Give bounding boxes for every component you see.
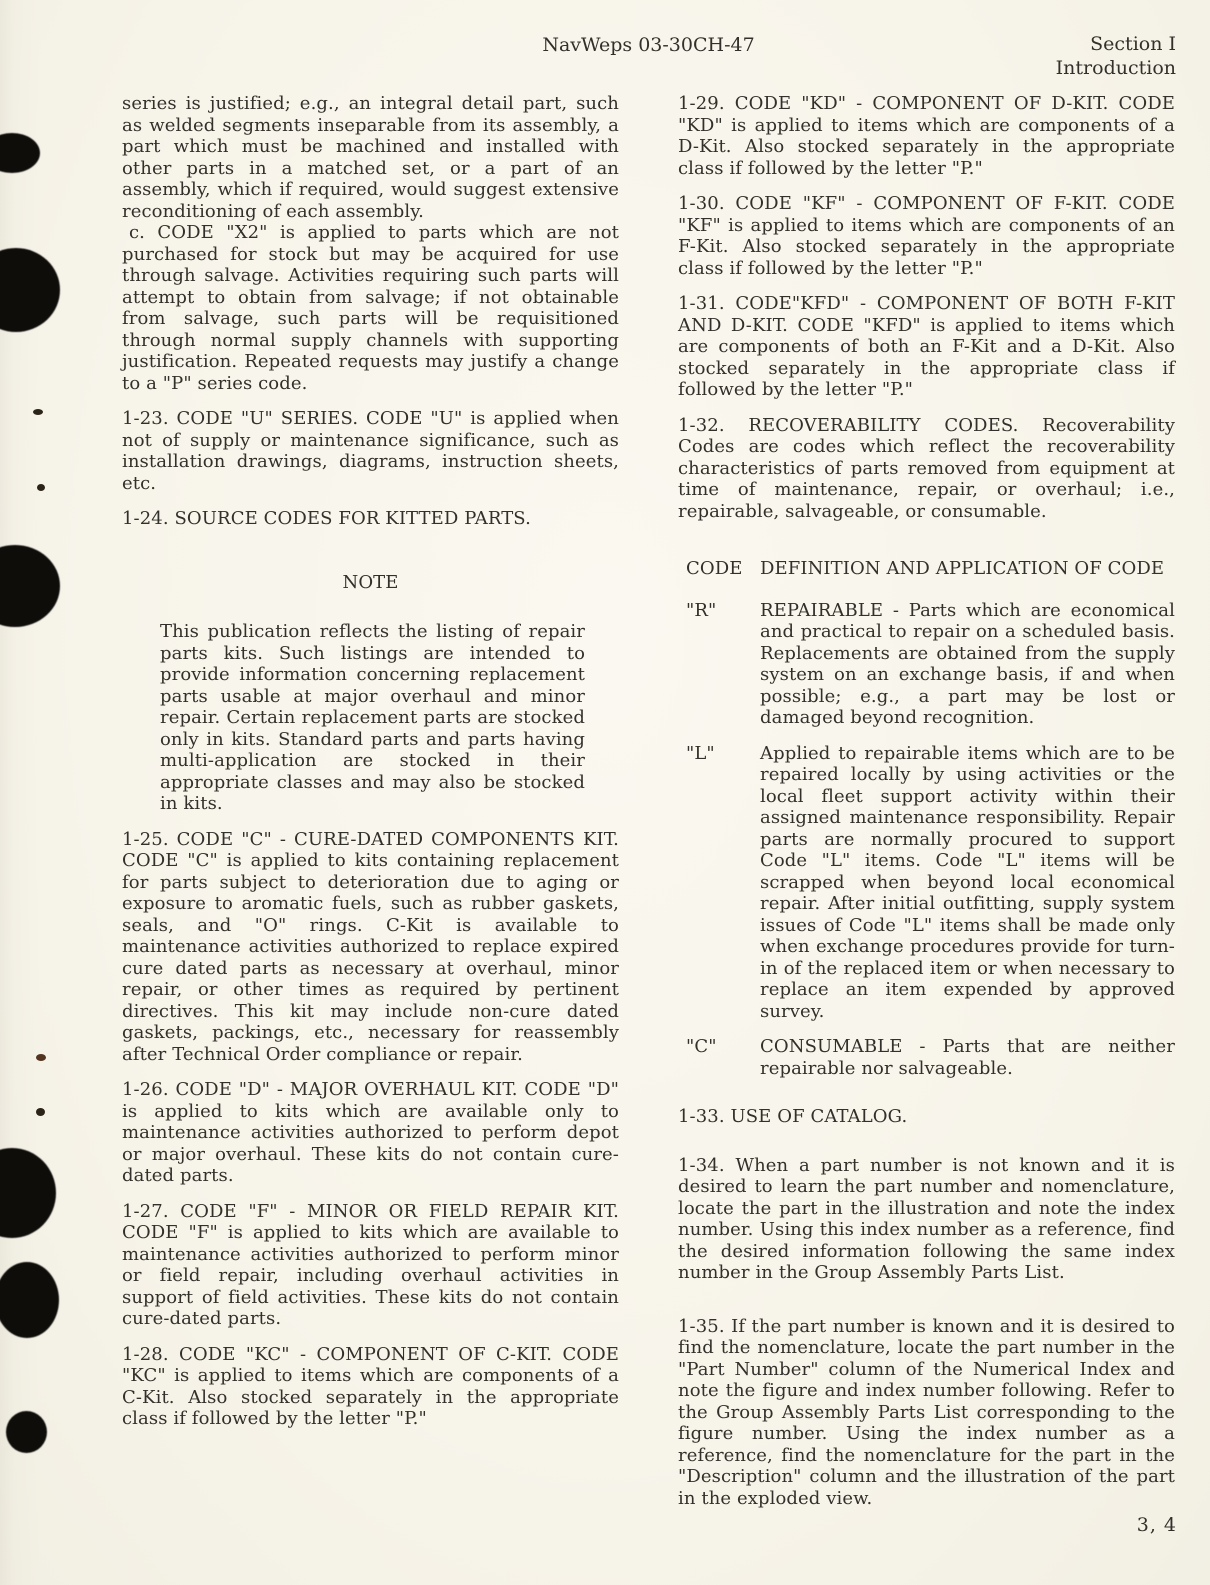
note-body: This publication reflects the listing of repair parts kits. Such listings are intended to provide information concerning replacement parts usable at major overhaul and minor repair. Certain replacement parts are stocked only in kits. Standard parts and parts having multi-application are stocked in their appropriate classes and may also be stocked in kits. — [160, 621, 585, 814]
section-header — [1056, 32, 1176, 80]
code-label: "L" — [686, 742, 715, 764]
heading-1-33: 1-33. USE OF CATALOG. — [678, 1106, 908, 1127]
heading-1-24: 1-24. SOURCE CODES FOR KITTED PARTS. — [122, 508, 531, 529]
section-subtitle: Introduction — [1055, 57, 1176, 79]
para-1-28: 1-28. CODE "KC" - COMPONENT OF C-KIT. CODE "KC" is applied to items which are components of a C-Kit. Also stocked separately in the appropriate class if followed by the letter "P." — [122, 1343, 619, 1429]
para-series-continuation: series is justified; e.g., an integral detail part, such as welded segments inseparable from its assembly, a part which must be machined and installed with other parts in a matched set, or a part of an assembly, which if required, would suggest extensive reconditioning of each assembly. — [122, 93, 619, 222]
para-1-31: 1-31. CODE"KFD" - COMPONENT OF BOTH F-KIT AND D-KIT. CODE "KFD" is applied to items which are components of both an F-Kit and a D-Kit. Also stocked separately in the appropriate class if followed by the letter "P." — [678, 293, 1175, 400]
scan-artifact-speck — [37, 484, 45, 491]
para-1-25: 1-25. CODE "C" - CURE-DATED COMPONENTS KIT. CODE "C" is applied to kits containing replacement for parts subject to deterioration due to aging or exposure to aromatic fuels, such as rubber gaskets, seals, and "O" rings. C-Kit is available to maintenance activities authorized to replace expired cure dated parts as necessary at overhaul, minor repair, or other times as required by pertinent directives. This kit may include non-cure dated gaskets, packings, etc., necessary for reassembly after Technical Order compliance or repair. — [122, 828, 619, 1065]
code-label: "R" — [686, 599, 717, 621]
code-row-r — [678, 600, 1175, 729]
para-1-27: 1-27. CODE "F" - MINOR OR FIELD REPAIR KIT. CODE "F" is applied to kits which are available to maintenance activities authorized to perform minor or field repair, including overhaul activities in support of field activities. These kits do not contain cure-dated parts. — [122, 1200, 619, 1329]
note-label: NOTE — [342, 571, 399, 593]
code-table-header — [678, 558, 1175, 580]
scan-artifact-speck — [36, 1054, 46, 1061]
para-1-35: 1-35. If the part number is known and it is desired to find the nomenclature, locate the part number in the "Part Number" column of the Numerical Index and note the figure and index number following. Refer to the Group Assembly Parts List corresponding to the figure number. Using the index number as a reference, find the nomenclature for the part in the "Description" column and the illustration of the part in the exploded view. — [678, 1315, 1175, 1509]
para-1-34: 1-34. When a part number is not known and it is desired to learn the part number and nomenclature, locate the part in the illustration and note the index number. Using this index number as a reference, find the desired information following the same index number in the Group Assembly Parts List. — [678, 1154, 1175, 1283]
para-1-29: 1-29. CODE "KD" - COMPONENT OF D-KIT. CODE "KD" is applied to items which are components of a D-Kit. Also stocked separately in the appropriate class if followed by the letter "P." — [678, 93, 1175, 179]
scan-artifact-blob — [0, 133, 40, 173]
scan-artifact-blob — [0, 1148, 56, 1238]
code-column-header: CODE — [686, 558, 743, 579]
para-1-32: 1-32. RECOVERABILITY CODES. Recoverability Codes are codes which reflect the recoverability characteristics of parts removed from equipment at time of maintenance, repair, or overhaul; i.e., repairable, salvageable, or consumable. — [678, 414, 1175, 522]
page-number: 3, 4 — [1136, 1514, 1177, 1536]
code-definition: Applied to repairable items which are to be repaired locally by using activities or the local fleet support activity within their assigned maintenance responsibility. Repair parts are normally procured to support Code "L" items. Code "L" items will be scrapped when beyond local economical repair. After initial outfitting, supply system issues of Code "L" items shall be made only when exchange procedures provide for turn-in of the replaced item or when necessary to replace an item expended by approved survey. — [760, 742, 1175, 1022]
scan-artifact-blob — [0, 545, 60, 627]
right-column — [678, 93, 1175, 1523]
code-definition: REPAIRABLE - Parts which are economical and practical to repair on a scheduled basis. Replacements are obtained from the supply system on an exchange basis, if and when possible; e.g., a part may be lost or damaged beyond recognition. — [760, 599, 1175, 728]
para-code-x2: c. CODE "X2" is applied to parts which are not purchased for stock but may be acquired for use through salvage. Activities requiring such parts will attempt to obtain from salvage; if not obtainable from salvage, such parts will be requisitioned through normal supply channels with supporting justification. Repeated requests may justify a change to a "P" series code. — [122, 222, 619, 394]
scan-artifact-speck — [33, 409, 43, 415]
definition-column-header: DEFINITION AND APPLICATION OF CODE — [760, 558, 1165, 579]
scan-artifact-blob — [6, 1411, 47, 1453]
code-row-c — [678, 1036, 1175, 1079]
code-definition: CONSUMABLE - Parts that are neither repairable nor salvageable. — [760, 1036, 1175, 1079]
para-1-26: 1-26. CODE "D" - MAJOR OVERHAUL KIT. CODE "D" is applied to kits which are available only to maintenance activities authorized to perform depot or major overhaul. These kits do not contain cure-dated parts. — [122, 1079, 619, 1186]
scan-artifact-speck — [36, 1108, 45, 1116]
para-1-30: 1-30. CODE "KF" - COMPONENT OF F-KIT. CODE "KF" is applied to items which are components of an F-Kit. Also stocked separately in the appropriate class if followed by the letter "P." — [678, 193, 1175, 279]
scan-artifact-blob — [0, 248, 60, 332]
section-title: Section I — [1090, 33, 1176, 55]
code-label: "C" — [686, 1036, 717, 1057]
para-1-23: 1-23. CODE "U" SERIES. CODE "U" is applied when not of supply or maintenance significance, such as installation drawings, diagrams, instruction sheets, etc. — [122, 408, 619, 494]
document-number: NavWeps 03-30CH-47 — [542, 34, 755, 56]
code-row-l — [678, 743, 1175, 1023]
scan-artifact-blob — [0, 1262, 59, 1338]
left-column — [122, 93, 619, 1444]
